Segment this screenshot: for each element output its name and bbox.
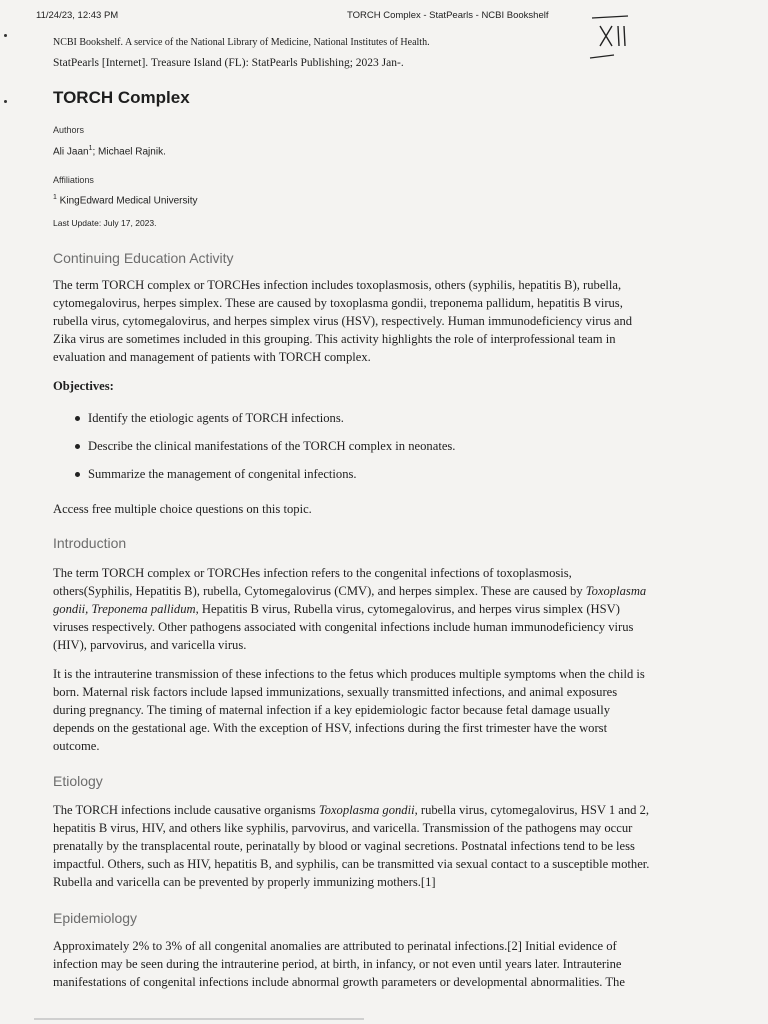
text-line: hepatitis B virus, HIV, and others like syphilis, parvovirus, and varicella. Transmission of the pathogens may occur	[53, 821, 633, 835]
affiliation-name: KingEdward Medical University	[56, 195, 198, 207]
text-line: prenatally by the transplacental route, perinatally by blood or vaginal secretions. Postnatal infections tend to be less	[53, 839, 635, 853]
handwritten-mark	[588, 14, 638, 60]
objectives-list	[53, 409, 455, 493]
print-footer-url-faded	[34, 1018, 364, 1020]
text-line: during pregnancy. The timing of maternal infection if a key epidemiologic factor because fetal damage usually	[53, 703, 611, 717]
affiliation	[53, 194, 198, 206]
introduction-paragraph-2	[53, 665, 703, 755]
authors-label: Authors	[53, 125, 85, 135]
text-line	[53, 801, 703, 819]
text-line: Approximately 2% to 3% of all congenital anomalies are attributed to perinatal infections.[2] Initial evidence of	[53, 939, 617, 953]
text-line: depends on the gestational age. With the exception of HSV, infections during the first trimester have the worst	[53, 721, 608, 735]
page-title: TORCH Complex	[53, 88, 190, 107]
italic-text: gondii, Treponema pallidum	[53, 602, 196, 616]
section-heading-continuing-education: Continuing Education Activity	[53, 250, 234, 266]
author-name: ; Michael Rajnik.	[92, 146, 166, 158]
print-datetime: 11/24/23, 12:43 PM	[36, 10, 119, 21]
text-line: cytomegalovirus, herpes simplex. These are caused by toxoplasma gondii, treponema pallidum, hepatitis B virus,	[53, 296, 623, 310]
last-update: Last Update: July 17, 2023.	[53, 218, 157, 228]
text-line: (HIV), parvovirus, and varicella virus.	[53, 638, 247, 652]
author-name: Ali Jaan	[53, 146, 89, 158]
list-item: Summarize the management of congenital infections.	[53, 465, 455, 493]
affiliation-sup: 1	[88, 145, 93, 152]
text-line	[53, 600, 703, 618]
affiliations-label: Affiliations	[53, 175, 94, 185]
text-line: infection may be seen during the intrauterine period, at birth, in infancy, or not even until years later. Intrauterine	[53, 957, 622, 971]
continuing-education-paragraph	[53, 276, 703, 366]
text-line: evaluation and management of patients with TORCH complex.	[53, 350, 371, 364]
section-heading-epidemiology: Epidemiology	[53, 910, 138, 926]
text-line: Zika virus are sometimes included in this grouping. This activity highlights the role of interprofessional team in	[53, 332, 616, 346]
text-line: It is the intrauterine transmission of these infections to the fetus which produces multiple symptoms when the child is	[53, 667, 645, 681]
ncbi-source-line: NCBI Bookshelf. A service of the National Library of Medicine, National Institutes of Health.	[53, 37, 430, 48]
text-line: The term TORCH complex or TORCHes infection refers to the congenital infections of toxoplasmosis,	[53, 566, 572, 580]
text-line	[53, 582, 703, 600]
authors-list	[53, 145, 166, 157]
section-heading-etiology: Etiology	[53, 773, 103, 789]
text-run: others(Syphilis, Hepatitis B), rubella, Cytomegalovirus (CMV), and herpes simplex. These are caused by	[53, 584, 586, 598]
text-run: The TORCH infections include causative organisms	[53, 803, 319, 817]
print-page-title: TORCH Complex - StatPearls - NCBI Bookshelf	[347, 10, 549, 21]
etiology-paragraph	[53, 801, 703, 891]
text-line: rubella virus, cytomegalovirus, and herpes simplex virus (HSV), respectively. Human immunodeficiency virus and	[53, 314, 633, 328]
epidemiology-paragraph	[53, 937, 703, 991]
introduction-paragraph-1	[53, 564, 703, 654]
affiliation-sup: 1	[53, 194, 57, 201]
text-line: viruses respectively. Other pathogens associated with congenital infections include human immunodeficiency virus	[53, 620, 634, 634]
text-line: The term TORCH complex or TORCHes infection includes toxoplasmosis, others (syphilis, hepatitis B), rubella,	[53, 278, 622, 292]
scan-speck	[4, 100, 7, 103]
text-line: impactful. Others, such as HIV, hepatitis B, and syphilis, can be transmitted via sexual contact to a susceptible mother.	[53, 857, 650, 871]
objectives-label: Objectives:	[53, 379, 114, 393]
section-heading-introduction: Introduction	[53, 535, 127, 551]
italic-text: Toxoplasma	[585, 584, 647, 598]
access-questions-link[interactable]: Access free multiple choice questions on this topic.	[53, 502, 312, 516]
statpearls-citation: StatPearls [Internet]. Treasure Island (FL): StatPearls Publishing; 2023 Jan-.	[53, 57, 404, 69]
text-line: manifestations of congenital infections include abnormal growth parameters or developmental abnormalities. The	[53, 975, 625, 989]
text-line: born. Maternal risk factors include lapsed immunizations, sexually transmitted infections, and animal exposures	[53, 685, 618, 699]
scan-speck	[4, 34, 7, 37]
text-run: , Hepatitis B virus, Rubella virus, cytomegalovirus, and herpes virus simplex (HSV)	[195, 602, 620, 616]
italic-text: Toxoplasma gondii	[318, 803, 415, 817]
text-run: , rubella virus, cytomegalovirus, HSV 1 and 2,	[414, 803, 650, 817]
list-item: Identify the etiologic agents of TORCH infections.	[53, 409, 455, 437]
list-item: Describe the clinical manifestations of the TORCH complex in neonates.	[53, 437, 455, 465]
text-line: outcome.	[53, 739, 100, 753]
text-line: Rubella and varicella can be prevented by properly immunizing mothers.[1]	[53, 875, 436, 889]
